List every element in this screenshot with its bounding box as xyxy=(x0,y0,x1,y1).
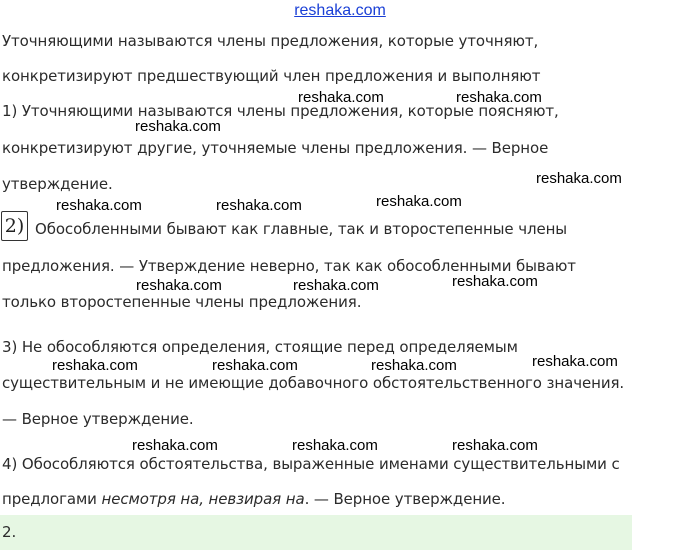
item-3-line: существительным и не имеющие добавочного обстоятельственного значения. xyxy=(2,374,625,392)
watermark: reshaka.com xyxy=(452,437,538,454)
watermark: reshaka.com xyxy=(532,353,618,370)
watermark: reshaka.com xyxy=(293,277,379,294)
watermark: reshaka.com xyxy=(298,89,384,106)
text-line: конкретизируют предшествующий член предложения и выполняют xyxy=(2,67,541,85)
item-3-line: — Верное утверждение. xyxy=(2,410,194,428)
watermark: reshaka.com xyxy=(136,277,222,294)
item-4-text: предлогами xyxy=(2,490,102,508)
watermark: reshaka.com xyxy=(371,357,457,374)
site-header-link[interactable]: reshaka.com xyxy=(294,2,386,19)
answer-bar xyxy=(0,515,632,550)
item-4-line xyxy=(2,490,505,508)
watermark: reshaka.com xyxy=(452,273,538,290)
item-4-line: 4) Обособляются обстоятельства, выраженные именами существительными с xyxy=(2,455,620,473)
item-2-line: предложения. — Утверждение неверно, так как обособленными бывают xyxy=(2,257,576,275)
item-1-line: утверждение. xyxy=(2,175,113,193)
watermark: reshaka.com xyxy=(376,193,462,210)
item-2-number-box: 2) xyxy=(1,211,28,241)
watermark: reshaka.com xyxy=(216,197,302,214)
watermark: reshaka.com xyxy=(536,170,622,187)
item-2-line: только второстепенные члены предложения. xyxy=(2,293,362,311)
item-4-text: . — Верное утверждение. xyxy=(304,490,506,508)
watermark: reshaka.com xyxy=(456,89,542,106)
item-1-line: конкретизируют другие, уточняемые члены предложения. — Верное xyxy=(2,139,549,157)
watermark: reshaka.com xyxy=(132,437,218,454)
item-1-line: 1) Уточняющими называются члены предложения, которые поясняют, xyxy=(2,102,559,120)
item-3-line: 3) Не обособляются определения, стоящие перед определяемым xyxy=(2,338,518,356)
watermark: reshaka.com xyxy=(292,437,378,454)
item-4-italic-prepositions: несмотря на, невзирая на xyxy=(101,490,305,508)
answer-label: 2. xyxy=(2,523,17,541)
text-line: Уточняющими называются члены предложения, которые уточняют, xyxy=(2,32,539,50)
item-2-line: Обособленными бывают как главные, так и второстепенные члены xyxy=(35,220,568,238)
watermark: reshaka.com xyxy=(52,357,138,374)
watermark: reshaka.com xyxy=(212,357,298,374)
watermark: reshaka.com xyxy=(135,118,221,135)
watermark: reshaka.com xyxy=(56,197,142,214)
